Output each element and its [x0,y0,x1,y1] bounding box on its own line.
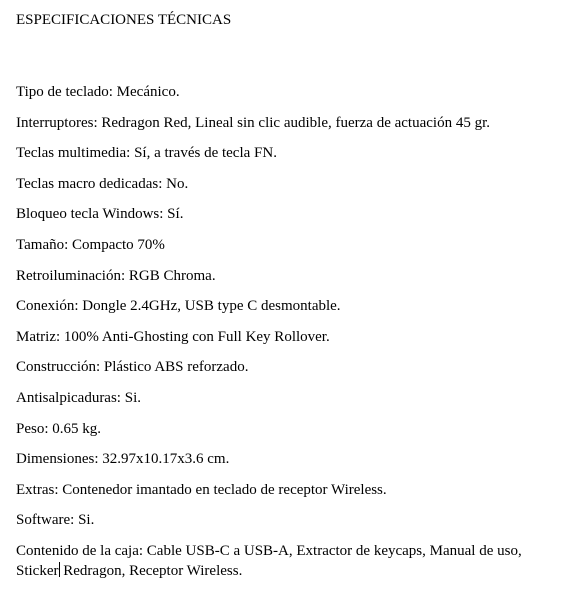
spec-item-matrix: Matriz: 100% Anti-Ghosting con Full Key Rollover. [16,328,330,345]
spec-list [16,82,572,581]
document-heading: ESPECIFICACIONES TÉCNICAS [16,12,232,28]
spec-item-multimedia-keys: Teclas multimedia: Sí, a través de tecla FN. [16,145,277,162]
spec-item-weight: Peso: 0.65 kg. [16,420,102,437]
spec-item-extras: Extras: Contenedor imantado en teclado de receptor Wireless. [16,481,387,498]
spec-item-switches: Interruptores: Redragon Red, Lineal sin clic audible, fuerza de actuación 45 gr. [16,114,490,131]
spec-item-keyboard-type: Tipo de teclado: Mecánico. [16,84,180,100]
box-contents-line-2-start: Sticker [16,562,59,579]
spec-item-size: Tamaño: Compacto 70% [16,236,165,253]
spec-item-windows-lock: Bloqueo tecla Windows: Sí. [16,206,184,223]
spec-item-backlight: Retroiluminación: RGB Chroma. [16,267,216,284]
spec-item-splash-proof: Antisalpicaduras: Si. [16,389,141,406]
spec-item-construction: Construcción: Plástico ABS reforzado. [16,359,249,376]
spec-item-connection: Conexión: Dongle 2.4GHz, USB type C desmontable. [16,298,341,315]
spec-item-software: Software: Si. [16,512,95,529]
spec-item-dimensions: Dimensiones: 32.97x10.17x3.6 cm. [16,451,230,468]
box-contents-line-2-end: Redragon, Receptor Wireless. [59,562,243,579]
document-body[interactable] [16,11,572,592]
box-contents-line-1: Contenido de la caja: Cable USB-C a USB-A, Extractor de keycaps, Manual de uso, [16,542,522,559]
spec-item-box-contents [16,541,572,581]
spec-item-macro-keys: Teclas macro dedicadas: No. [16,175,189,192]
